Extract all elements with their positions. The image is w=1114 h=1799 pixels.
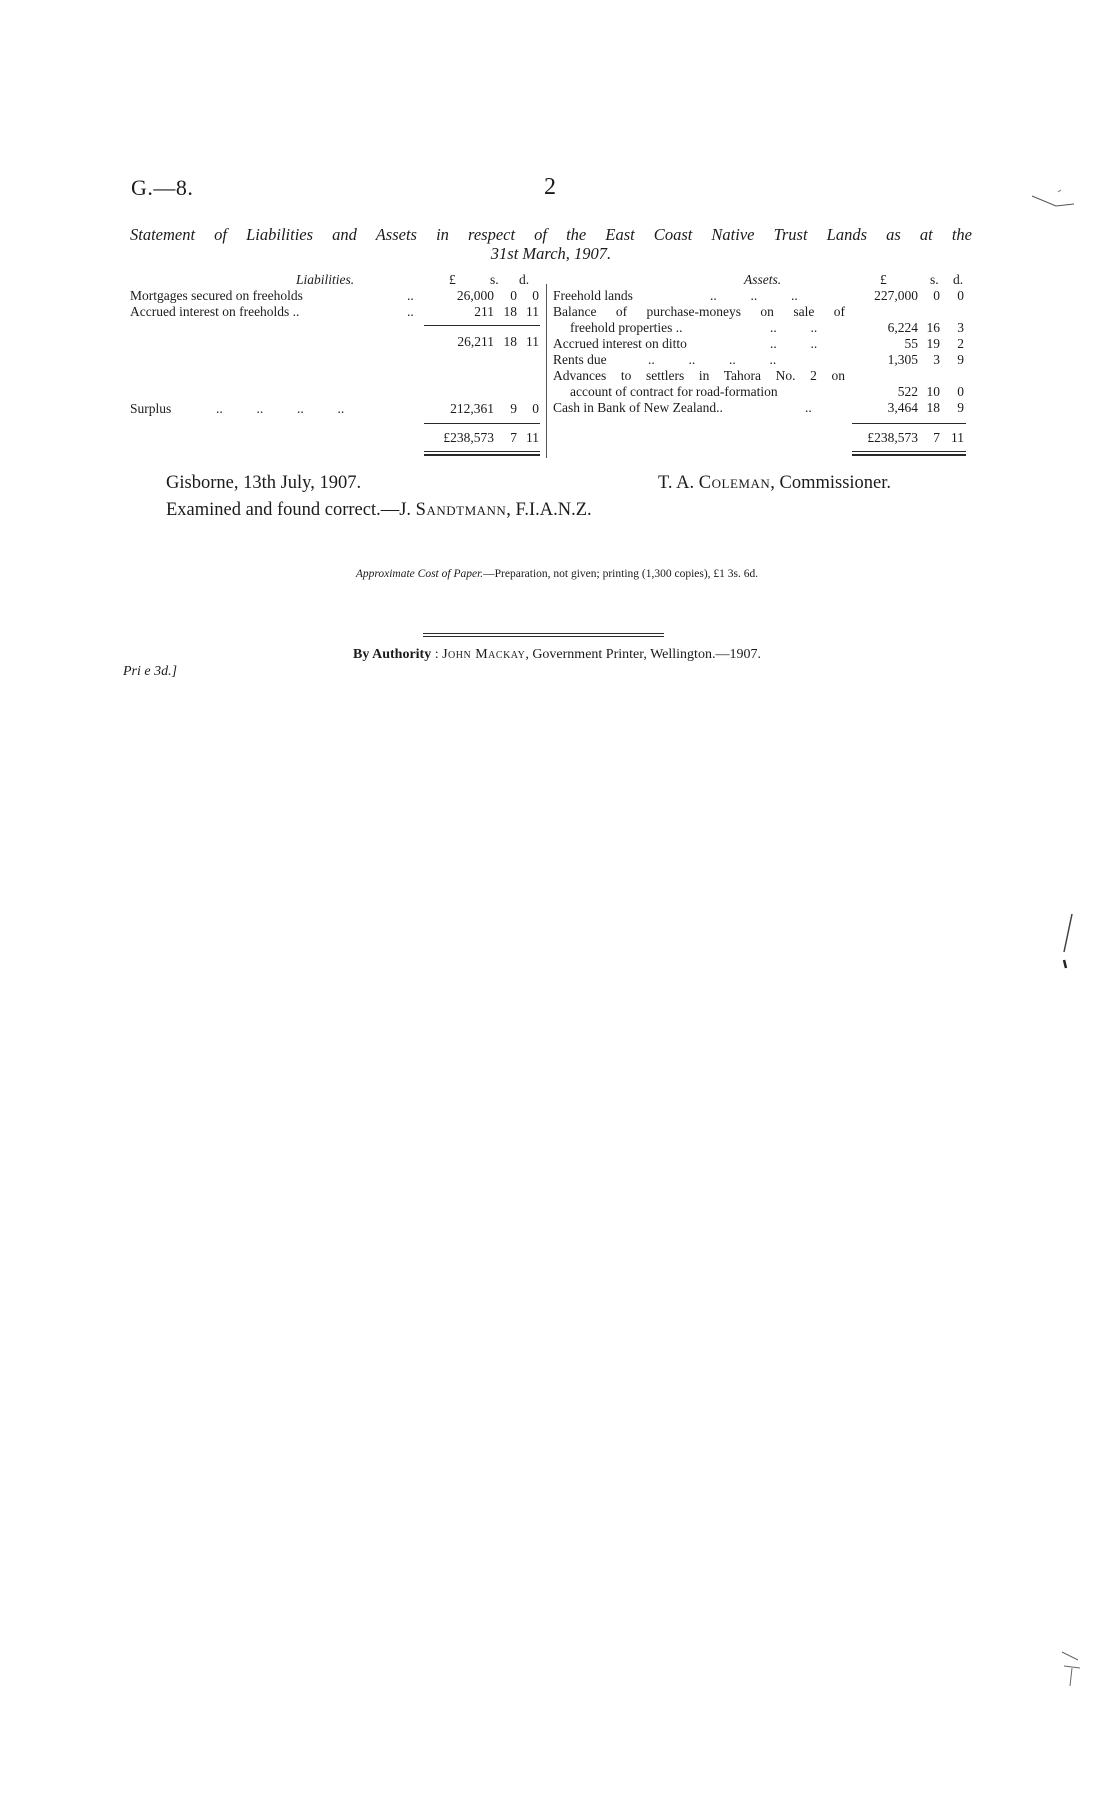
asset-pounds: 55 — [904, 336, 918, 351]
asset-leaders: .. — [805, 400, 812, 415]
surplus-pence: 0 — [532, 401, 539, 416]
scan-mark — [1058, 1640, 1088, 1690]
scan-mark — [1028, 188, 1078, 218]
asset-label: Freehold lands — [553, 288, 633, 303]
assets-col-pence: d. — [953, 272, 964, 287]
liability-shillings: 18 — [503, 304, 517, 319]
subtotal-rule — [424, 325, 540, 326]
examiner-name: Sandtmann — [415, 500, 507, 520]
asset-shillings: 3 — [933, 352, 940, 367]
total-double-rule — [424, 454, 540, 456]
asset-label: Cash in Bank of New Zealand.. — [553, 400, 723, 415]
asset-pence: 3 — [957, 320, 964, 335]
place-and-date: Gisborne, 13th July, 1907. — [166, 473, 362, 493]
liability-pounds: 211 — [474, 304, 494, 319]
asset-label-continued: freehold properties .. — [570, 320, 683, 335]
asset-label: Balance of purchase-moneys on sale of — [553, 304, 845, 319]
commissioner-title: , Commissioner. — [770, 473, 892, 493]
liability-shillings: 0 — [510, 288, 517, 303]
column-divider — [546, 284, 547, 458]
asset-leaders: .. .. .. .. — [648, 352, 777, 367]
printer-text: , Government Printer, Wellington.—1907. — [525, 647, 761, 662]
price-note: Pri e 3d.] — [123, 664, 178, 679]
liability-pence: 11 — [526, 304, 539, 319]
surplus-shillings: 9 — [510, 401, 517, 416]
liability-label: Accrued interest on freeholds .. — [130, 304, 300, 319]
liability-leaders: .. — [407, 288, 414, 303]
surplus-pounds: 212,361 — [450, 401, 494, 416]
asset-shillings: 10 — [926, 384, 940, 399]
assets-total-pounds: £238,573 — [867, 430, 918, 445]
assets-total-shillings: 7 — [933, 430, 940, 445]
examined-prefix: Examined and found correct.—J. — [166, 500, 416, 520]
asset-pence: 0 — [957, 288, 964, 303]
asset-shillings: 18 — [926, 400, 940, 415]
surplus-label: Surplus — [130, 401, 172, 416]
page-number: 2 — [544, 174, 556, 200]
asset-label: Rents due — [553, 352, 607, 367]
asset-shillings: 16 — [926, 320, 940, 335]
examiner-line — [166, 499, 592, 521]
printer-imprint — [0, 647, 1114, 663]
asset-pounds: 1,305 — [887, 352, 918, 367]
surplus-leaders: .. .. .. .. — [216, 401, 345, 416]
assets-col-shillings: s. — [930, 272, 939, 287]
asset-label: Accrued interest on ditto — [553, 336, 687, 351]
total-rule-top — [852, 423, 966, 424]
commissioner-signature — [658, 472, 891, 494]
asset-label: Advances to settlers in Tahora No. 2 on — [553, 368, 845, 383]
asset-pence: 0 — [957, 384, 964, 399]
asset-shillings: 0 — [933, 288, 940, 303]
liabilities-col-shillings: s. — [490, 272, 499, 287]
asset-pence: 9 — [957, 352, 964, 367]
liabilities-subtotal-pence: 11 — [526, 334, 539, 349]
liabilities-total-shillings: 7 — [510, 430, 517, 445]
total-rule-top — [424, 423, 540, 424]
asset-shillings: 19 — [926, 336, 940, 351]
asset-leaders: .. .. .. — [710, 288, 798, 303]
asset-pounds: 227,000 — [874, 288, 918, 303]
asset-pence: 2 — [957, 336, 964, 351]
liability-leaders: .. — [407, 304, 414, 319]
liabilities-total-pounds: £238,573 — [443, 430, 494, 445]
liabilities-subtotal-pounds: 26,211 — [457, 334, 494, 349]
authority-rule — [423, 633, 664, 634]
liabilities-total-pence: 11 — [526, 430, 539, 445]
asset-leaders: .. .. — [770, 336, 818, 351]
cost-text: —Preparation, not given; printing (1,300 copies), £1 3s. 6d. — [483, 568, 759, 580]
asset-pounds: 3,464 — [887, 400, 918, 415]
authority-separator: : — [431, 647, 443, 662]
asset-pence: 9 — [957, 400, 964, 415]
liabilities-subtotal-shillings: 18 — [503, 334, 517, 349]
commissioner-initials: T. A. — [658, 473, 699, 493]
liability-label: Mortgages secured on freeholds — [130, 288, 303, 303]
liability-pounds: 26,000 — [456, 288, 494, 303]
printer-name: John Mackay — [442, 647, 526, 662]
liabilities-col-pence: d. — [519, 272, 530, 287]
total-double-rule — [852, 454, 966, 456]
liabilities-col-pounds: £ — [449, 272, 456, 287]
asset-leaders: .. .. — [770, 320, 818, 335]
asset-pounds: 522 — [897, 384, 918, 399]
document-reference: G.—8. — [131, 175, 194, 200]
asset-pounds: 6,224 — [887, 320, 918, 335]
total-double-rule — [424, 451, 540, 452]
total-double-rule — [852, 451, 966, 452]
statement-title-date: 31st March, 1907. — [490, 244, 612, 263]
commissioner-name: Coleman — [698, 473, 771, 493]
authority-label: By Authority — [353, 647, 432, 662]
assets-col-pounds: £ — [880, 272, 887, 287]
authority-rule — [423, 636, 664, 637]
cost-note — [0, 568, 1114, 580]
assets-heading: Assets. — [744, 272, 782, 287]
examiner-suffix: , F.I.A.N.Z. — [506, 500, 592, 520]
cost-label: Approximate Cost of Paper. — [355, 568, 484, 580]
statement-title: Statement of Liabilities and Assets in respect of the East Coast Native Trust Lands as at the — [130, 225, 972, 244]
asset-label-continued: account of contract for road-formation — [570, 384, 778, 399]
assets-total-pence: 11 — [951, 430, 964, 445]
liabilities-heading: Liabilities. — [296, 272, 355, 287]
liability-pence: 0 — [532, 288, 539, 303]
scan-mark — [1054, 910, 1084, 970]
